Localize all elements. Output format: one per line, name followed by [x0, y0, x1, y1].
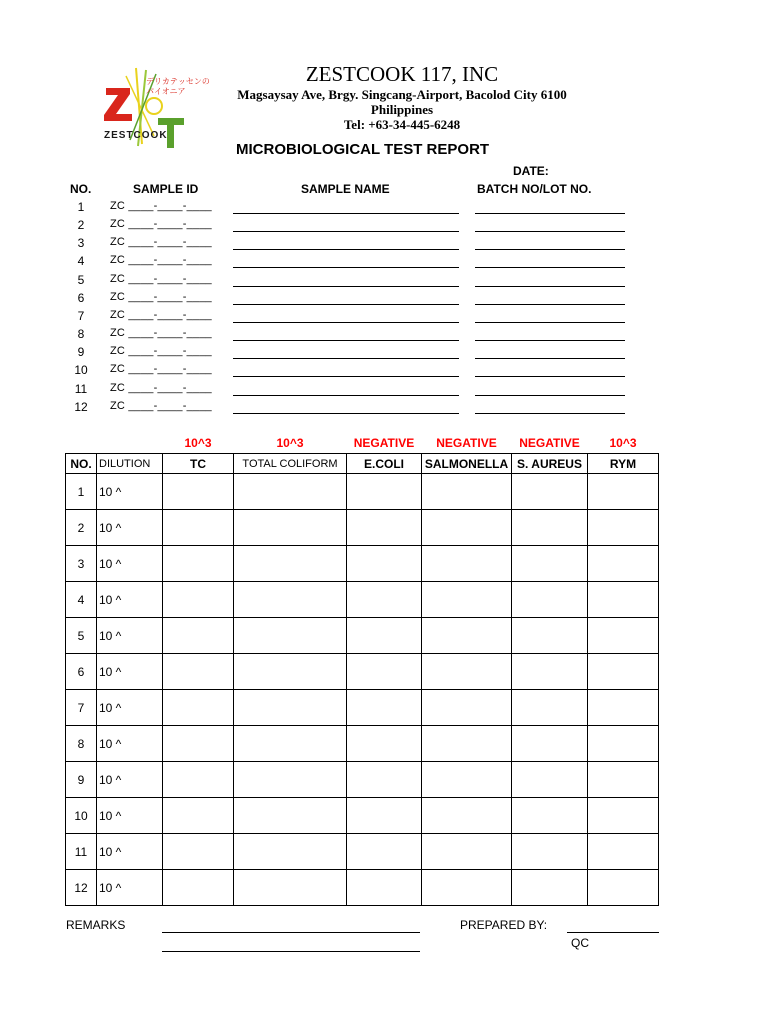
total-coliform-cell[interactable]	[234, 546, 347, 582]
salmonella-cell[interactable]	[422, 726, 512, 762]
company-address-line2: Philippines	[370, 102, 434, 117]
sample-id-field[interactable]: ZC ____-____-____	[110, 382, 212, 394]
spec-total-coliform: 10^3	[276, 436, 304, 450]
total-coliform-cell[interactable]	[234, 654, 347, 690]
tc-cell[interactable]	[163, 870, 234, 906]
test-row-number: 7	[66, 690, 97, 726]
salmonella-cell[interactable]	[422, 870, 512, 906]
rym-cell[interactable]	[588, 510, 659, 546]
logo-wordmark: ZESTCOOK	[104, 130, 168, 141]
sample-row	[0, 218, 768, 236]
tc-cell[interactable]	[163, 726, 234, 762]
sample-row	[0, 236, 768, 254]
sample-name-field[interactable]	[233, 267, 459, 268]
spec-ecoli: NEGATIVE	[353, 436, 415, 450]
dilution-cell[interactable]: 10 ^	[97, 510, 163, 546]
total-coliform-cell[interactable]	[234, 762, 347, 798]
total-coliform-cell[interactable]	[234, 726, 347, 762]
test-row-number: 4	[66, 582, 97, 618]
tc-cell[interactable]	[163, 546, 234, 582]
test-row-number: 12	[66, 870, 97, 906]
batch-lot-field[interactable]	[475, 395, 625, 396]
test-row-number: 9	[66, 762, 97, 798]
rym-cell[interactable]	[588, 546, 659, 582]
report-title: MICROBIOLOGICAL TEST REPORT	[236, 141, 490, 158]
spec-tc: 10^3	[184, 436, 212, 450]
total-coliform-cell[interactable]	[234, 582, 347, 618]
test-row-number: 10	[66, 798, 97, 834]
salmonella-cell[interactable]	[422, 654, 512, 690]
test-header-ecoli: E.COLI	[347, 454, 422, 474]
salmonella-cell[interactable]	[422, 762, 512, 798]
dilution-cell[interactable]: 10 ^	[97, 546, 163, 582]
s-aureus-cell[interactable]	[512, 546, 588, 582]
sample-row	[0, 382, 768, 400]
sample-id-field[interactable]: ZC ____-____-____	[110, 273, 212, 285]
test-row-number: 11	[66, 834, 97, 870]
prepared-by-label: PREPARED BY:	[460, 918, 548, 932]
test-table-row	[66, 474, 659, 510]
test-row-number: 1	[66, 474, 97, 510]
sample-name-field[interactable]	[233, 395, 459, 396]
tc-cell[interactable]	[163, 762, 234, 798]
dilution-cell[interactable]: 10 ^	[97, 726, 163, 762]
sample-name-field[interactable]	[233, 231, 459, 232]
sample-id-field[interactable]: ZC ____-____-____	[110, 218, 212, 230]
sample-id-field[interactable]: ZC ____-____-____	[110, 400, 212, 412]
ecoli-cell[interactable]	[347, 618, 422, 654]
sample-row	[0, 291, 768, 309]
rym-cell[interactable]	[588, 762, 659, 798]
ecoli-cell[interactable]	[347, 870, 422, 906]
test-table-row	[66, 582, 659, 618]
s-aureus-cell[interactable]	[512, 510, 588, 546]
sample-row-number: 5	[77, 273, 85, 287]
sample-row	[0, 345, 768, 363]
total-coliform-cell[interactable]	[234, 510, 347, 546]
ecoli-cell[interactable]	[347, 582, 422, 618]
sample-id-field[interactable]: ZC ____-____-____	[110, 291, 212, 303]
salmonella-cell[interactable]	[422, 834, 512, 870]
tc-cell[interactable]	[163, 510, 234, 546]
test-row-number: 6	[66, 654, 97, 690]
rym-cell[interactable]	[588, 474, 659, 510]
test-header-tc: TC	[163, 454, 234, 474]
sample-row	[0, 254, 768, 272]
rym-cell[interactable]	[588, 834, 659, 870]
test-table-row	[66, 654, 659, 690]
company-name: ZESTCOOK 117, INC	[305, 62, 499, 86]
rym-cell[interactable]	[588, 654, 659, 690]
qc-label: QC	[571, 936, 589, 950]
ecoli-cell[interactable]	[347, 726, 422, 762]
ecoli-cell[interactable]	[347, 546, 422, 582]
dilution-cell[interactable]: 10 ^	[97, 618, 163, 654]
salmonella-cell[interactable]	[422, 798, 512, 834]
ecoli-cell[interactable]	[347, 690, 422, 726]
sample-header-batch: BATCH NO/LOT NO.	[477, 182, 592, 196]
sample-name-field[interactable]	[233, 213, 459, 214]
sample-row-number: 10	[74, 363, 88, 377]
dilution-cell[interactable]: 10 ^	[97, 834, 163, 870]
sample-row	[0, 363, 768, 381]
sample-name-field[interactable]	[233, 413, 459, 414]
sample-id-field[interactable]: ZC ____-____-____	[110, 327, 212, 339]
test-header-dilution: DILUTION	[97, 454, 163, 474]
remarks-field-line1[interactable]	[162, 932, 420, 933]
dilution-cell[interactable]: 10 ^	[97, 654, 163, 690]
date-label: DATE:	[513, 164, 549, 178]
sample-row	[0, 309, 768, 327]
ecoli-cell[interactable]	[347, 474, 422, 510]
s-aureus-cell[interactable]	[512, 870, 588, 906]
spec-rym: 10^3	[609, 436, 637, 450]
dilution-cell[interactable]: 10 ^	[97, 474, 163, 510]
logo-japanese-line2: パイオニア	[146, 87, 186, 96]
test-header-s-aureus: S. AUREUS	[512, 454, 588, 474]
salmonella-cell[interactable]	[422, 510, 512, 546]
ecoli-cell[interactable]	[347, 834, 422, 870]
test-table-row	[66, 726, 659, 762]
batch-lot-field[interactable]	[475, 231, 625, 232]
sample-id-field[interactable]: ZC ____-____-____	[110, 200, 212, 212]
batch-lot-field[interactable]	[475, 249, 625, 250]
total-coliform-cell[interactable]	[234, 798, 347, 834]
logo-japanese-line1: デリカテッセンの	[146, 77, 210, 86]
salmonella-cell[interactable]	[422, 582, 512, 618]
sample-row-number: 12	[74, 400, 88, 414]
sample-header-no: NO.	[70, 182, 92, 196]
total-coliform-cell[interactable]	[234, 834, 347, 870]
tc-cell[interactable]	[163, 690, 234, 726]
sample-row-number: 4	[77, 254, 85, 268]
s-aureus-cell[interactable]	[512, 582, 588, 618]
remarks-field-line2[interactable]	[162, 951, 420, 952]
test-table-header-row	[66, 454, 659, 474]
ecoli-cell[interactable]	[347, 762, 422, 798]
rym-cell[interactable]	[588, 726, 659, 762]
spec-s-aureus: NEGATIVE	[519, 436, 580, 450]
tc-cell[interactable]	[163, 474, 234, 510]
sample-id-field[interactable]: ZC ____-____-____	[110, 309, 212, 321]
sample-id-field[interactable]: ZC ____-____-____	[110, 254, 212, 266]
tc-cell[interactable]	[163, 798, 234, 834]
test-table-row	[66, 510, 659, 546]
s-aureus-cell[interactable]	[512, 834, 588, 870]
sample-id-field[interactable]: ZC ____-____-____	[110, 363, 212, 375]
test-header-no: NO.	[66, 454, 97, 474]
rym-cell[interactable]	[588, 582, 659, 618]
sample-row-number: 2	[77, 218, 85, 232]
company-logo	[96, 66, 210, 150]
test-row-number: 3	[66, 546, 97, 582]
sample-row-number: 8	[77, 327, 85, 341]
s-aureus-cell[interactable]	[512, 762, 588, 798]
batch-lot-field[interactable]	[475, 413, 625, 414]
salmonella-cell[interactable]	[422, 474, 512, 510]
batch-lot-field[interactable]	[475, 340, 625, 341]
prepared-by-signature-line[interactable]	[567, 932, 659, 933]
total-coliform-cell[interactable]	[234, 870, 347, 906]
sample-name-field[interactable]	[233, 376, 459, 377]
sample-name-field[interactable]	[233, 322, 459, 323]
sample-row-number: 1	[77, 200, 85, 214]
tc-cell[interactable]	[163, 618, 234, 654]
dilution-cell[interactable]: 10 ^	[97, 870, 163, 906]
sample-header-id: SAMPLE ID	[133, 182, 199, 196]
dilution-cell[interactable]: 10 ^	[97, 798, 163, 834]
total-coliform-cell[interactable]	[234, 474, 347, 510]
s-aureus-cell[interactable]	[512, 618, 588, 654]
s-aureus-cell[interactable]	[512, 726, 588, 762]
s-aureus-cell[interactable]	[512, 798, 588, 834]
rym-cell[interactable]	[588, 618, 659, 654]
sample-row-number: 9	[77, 345, 85, 359]
total-coliform-cell[interactable]	[234, 618, 347, 654]
test-table-row	[66, 546, 659, 582]
test-table-row	[66, 834, 659, 870]
tc-cell[interactable]	[163, 582, 234, 618]
batch-lot-field[interactable]	[475, 286, 625, 287]
tc-cell[interactable]	[163, 654, 234, 690]
test-table-row	[66, 870, 659, 906]
sample-row	[0, 273, 768, 291]
s-aureus-cell[interactable]	[512, 654, 588, 690]
batch-lot-field[interactable]	[475, 267, 625, 268]
test-table-row	[66, 762, 659, 798]
ecoli-cell[interactable]	[347, 654, 422, 690]
batch-lot-field[interactable]	[475, 376, 625, 377]
sample-row-number: 3	[77, 236, 85, 250]
tc-cell[interactable]	[163, 834, 234, 870]
spec-salmonella: NEGATIVE	[436, 436, 497, 450]
ecoli-cell[interactable]	[347, 510, 422, 546]
sample-row	[0, 327, 768, 345]
test-table-row	[66, 798, 659, 834]
batch-lot-field[interactable]	[475, 322, 625, 323]
batch-lot-field[interactable]	[475, 213, 625, 214]
batch-lot-field[interactable]	[475, 304, 625, 305]
test-header-salmonella: SALMONELLA	[422, 454, 512, 474]
sample-row-number: 6	[77, 291, 85, 305]
remarks-label: REMARKS	[66, 918, 126, 932]
company-address-line1: Magsaysay Ave, Brgy. Singcang-Airport, Bacolod City 6100	[237, 87, 567, 102]
test-table-row	[66, 690, 659, 726]
total-coliform-cell[interactable]	[234, 690, 347, 726]
dilution-cell[interactable]: 10 ^	[97, 690, 163, 726]
s-aureus-cell[interactable]	[512, 474, 588, 510]
salmonella-cell[interactable]	[422, 618, 512, 654]
test-row-number: 5	[66, 618, 97, 654]
sample-name-field[interactable]	[233, 249, 459, 250]
sample-row-number: 7	[77, 309, 85, 323]
batch-lot-field[interactable]	[475, 358, 625, 359]
salmonella-cell[interactable]	[422, 690, 512, 726]
sample-id-field[interactable]: ZC ____-____-____	[110, 236, 212, 248]
test-results-table	[65, 453, 659, 906]
rym-cell[interactable]	[588, 870, 659, 906]
dilution-cell[interactable]: 10 ^	[97, 762, 163, 798]
sample-header-name: SAMPLE NAME	[301, 182, 390, 196]
rym-cell[interactable]	[588, 690, 659, 726]
sample-name-field[interactable]	[233, 304, 459, 305]
test-header-rym: RYM	[588, 454, 659, 474]
sample-row	[0, 200, 768, 218]
ecoli-cell[interactable]	[347, 798, 422, 834]
dilution-cell[interactable]: 10 ^	[97, 582, 163, 618]
sample-name-field[interactable]	[233, 286, 459, 287]
rym-cell[interactable]	[588, 798, 659, 834]
test-row-number: 2	[66, 510, 97, 546]
sample-id-field[interactable]: ZC ____-____-____	[110, 345, 212, 357]
sample-row	[0, 400, 768, 418]
sample-row-number: 11	[74, 382, 88, 396]
company-telephone: Tel: +63-34-445-6248	[343, 117, 461, 132]
test-table-row	[66, 618, 659, 654]
sample-name-field[interactable]	[233, 340, 459, 341]
sample-name-field[interactable]	[233, 358, 459, 359]
test-row-number: 8	[66, 726, 97, 762]
test-header-total-coliform: TOTAL COLIFORM	[234, 454, 347, 474]
s-aureus-cell[interactable]	[512, 690, 588, 726]
salmonella-cell[interactable]	[422, 546, 512, 582]
